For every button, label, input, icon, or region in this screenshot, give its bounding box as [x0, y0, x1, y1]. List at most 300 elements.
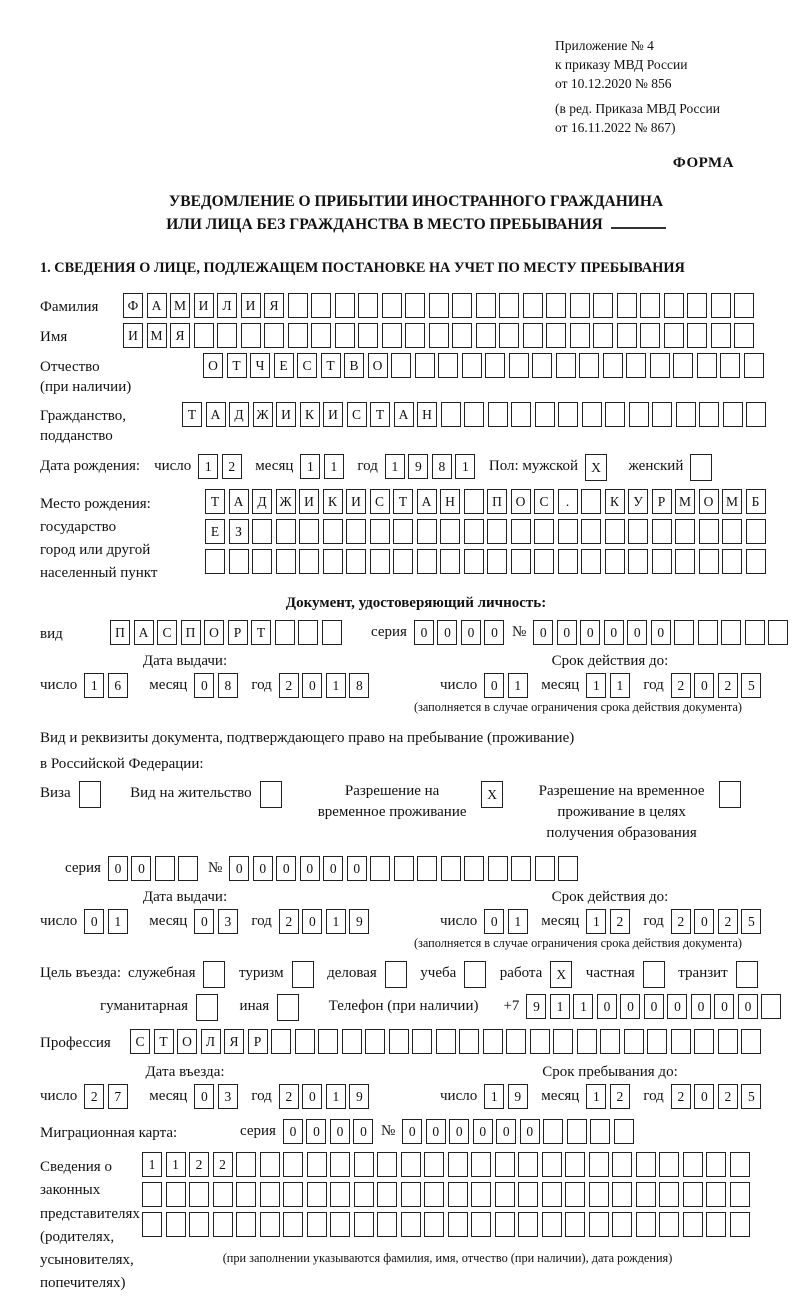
char-cell[interactable] [166, 1182, 186, 1207]
char-cell[interactable] [142, 1212, 162, 1237]
char-cell[interactable]: Е [205, 519, 225, 544]
char-cell[interactable]: 0 [302, 909, 322, 934]
char-cell[interactable] [499, 323, 519, 348]
char-cell[interactable] [393, 549, 413, 574]
char-cell[interactable]: 0 [414, 620, 434, 645]
char-cell[interactable]: 0 [694, 1084, 714, 1109]
char-cell[interactable] [722, 549, 742, 574]
char-cell[interactable]: 0 [496, 1119, 516, 1144]
char-cell[interactable] [299, 549, 319, 574]
char-cell[interactable]: У [628, 489, 648, 514]
char-cell[interactable]: 0 [323, 856, 343, 881]
char-cell[interactable]: 2 [671, 1084, 691, 1109]
char-cell[interactable] [600, 1029, 620, 1054]
char-cell[interactable] [511, 856, 531, 881]
char-cell[interactable]: Я [170, 323, 190, 348]
char-cell[interactable] [166, 1212, 186, 1237]
char-cell[interactable]: 1 [586, 909, 606, 934]
char-cell[interactable] [464, 402, 484, 427]
char-cell[interactable] [459, 1029, 479, 1054]
char-cell[interactable]: 0 [449, 1119, 469, 1144]
char-cell[interactable] [441, 402, 461, 427]
char-cell[interactable]: 0 [651, 620, 671, 645]
char-cell[interactable]: 0 [597, 994, 617, 1019]
char-cell[interactable] [652, 549, 672, 574]
char-cell[interactable] [330, 1212, 350, 1237]
checkbox[interactable] [79, 781, 101, 808]
char-cell[interactable]: 1 [484, 1084, 504, 1109]
char-cell[interactable] [330, 1182, 350, 1207]
char-cell[interactable]: 9 [526, 994, 546, 1019]
char-cell[interactable] [532, 353, 552, 378]
char-cell[interactable] [565, 1212, 585, 1237]
char-cell[interactable] [506, 1029, 526, 1054]
char-cell[interactable]: 6 [108, 673, 128, 698]
char-cell[interactable]: П [110, 620, 130, 645]
char-cell[interactable]: 0 [194, 673, 214, 698]
char-cell[interactable] [565, 1152, 585, 1177]
char-cell[interactable]: 0 [691, 994, 711, 1019]
char-cell[interactable] [589, 1152, 609, 1177]
char-cell[interactable]: И [194, 293, 214, 318]
char-cell[interactable] [683, 1182, 703, 1207]
char-cell[interactable] [412, 1029, 432, 1054]
char-cell[interactable] [534, 549, 554, 574]
char-cell[interactable] [440, 549, 460, 574]
char-cell[interactable] [236, 1212, 256, 1237]
char-cell[interactable]: 8 [432, 454, 452, 479]
char-cell[interactable] [518, 1182, 538, 1207]
char-cell[interactable]: Т [182, 402, 202, 427]
char-cell[interactable] [189, 1182, 209, 1207]
char-cell[interactable]: 2 [279, 909, 299, 934]
char-cell[interactable] [675, 519, 695, 544]
char-cell[interactable] [589, 1182, 609, 1207]
char-cell[interactable]: 0 [738, 994, 758, 1019]
char-cell[interactable] [271, 1029, 291, 1054]
char-cell[interactable]: А [134, 620, 154, 645]
char-cell[interactable] [424, 1152, 444, 1177]
char-cell[interactable] [283, 1212, 303, 1237]
char-cell[interactable] [699, 402, 719, 427]
checkbox[interactable] [260, 781, 282, 808]
char-cell[interactable] [260, 1212, 280, 1237]
char-cell[interactable]: 0 [484, 673, 504, 698]
char-cell[interactable]: М [147, 323, 167, 348]
char-cell[interactable]: 5 [741, 909, 761, 934]
char-cell[interactable] [741, 1029, 761, 1054]
char-cell[interactable] [629, 402, 649, 427]
char-cell[interactable] [483, 1029, 503, 1054]
char-cell[interactable]: 0 [306, 1119, 326, 1144]
char-cell[interactable] [370, 856, 390, 881]
char-cell[interactable]: 0 [461, 620, 481, 645]
char-cell[interactable]: 0 [644, 994, 664, 1019]
char-cell[interactable]: 2 [222, 454, 242, 479]
char-cell[interactable] [370, 519, 390, 544]
char-cell[interactable] [471, 1152, 491, 1177]
char-cell[interactable] [354, 1212, 374, 1237]
char-cell[interactable]: Т [321, 353, 341, 378]
char-cell[interactable]: 1 [166, 1152, 186, 1177]
char-cell[interactable] [417, 519, 437, 544]
char-cell[interactable]: 8 [349, 673, 369, 698]
char-cell[interactable] [441, 856, 461, 881]
char-cell[interactable] [335, 293, 355, 318]
char-cell[interactable] [558, 549, 578, 574]
char-cell[interactable] [694, 1029, 714, 1054]
char-cell[interactable] [311, 323, 331, 348]
char-cell[interactable]: 1 [573, 994, 593, 1019]
char-cell[interactable] [487, 519, 507, 544]
char-cell[interactable]: 0 [229, 856, 249, 881]
char-cell[interactable]: 0 [353, 1119, 373, 1144]
char-cell[interactable] [722, 519, 742, 544]
char-cell[interactable] [448, 1212, 468, 1237]
char-cell[interactable]: 1 [326, 1084, 346, 1109]
char-cell[interactable] [626, 353, 646, 378]
char-cell[interactable] [462, 353, 482, 378]
char-cell[interactable] [530, 1029, 550, 1054]
char-cell[interactable] [405, 293, 425, 318]
char-cell[interactable] [276, 549, 296, 574]
char-cell[interactable] [370, 549, 390, 574]
char-cell[interactable] [283, 1182, 303, 1207]
char-cell[interactable] [603, 353, 623, 378]
char-cell[interactable] [523, 323, 543, 348]
char-cell[interactable] [252, 549, 272, 574]
char-cell[interactable]: Т [205, 489, 225, 514]
char-cell[interactable] [358, 293, 378, 318]
char-cell[interactable] [391, 353, 411, 378]
char-cell[interactable]: О [511, 489, 531, 514]
char-cell[interactable]: А [417, 489, 437, 514]
char-cell[interactable]: 1 [326, 673, 346, 698]
char-cell[interactable] [734, 323, 754, 348]
char-cell[interactable] [275, 620, 295, 645]
char-cell[interactable] [217, 323, 237, 348]
char-cell[interactable]: 0 [283, 1119, 303, 1144]
char-cell[interactable] [358, 323, 378, 348]
char-cell[interactable] [382, 293, 402, 318]
char-cell[interactable]: 1 [300, 454, 320, 479]
char-cell[interactable]: 0 [437, 620, 457, 645]
char-cell[interactable]: Е [274, 353, 294, 378]
char-cell[interactable]: 0 [620, 994, 640, 1019]
char-cell[interactable] [647, 1029, 667, 1054]
char-cell[interactable]: 2 [279, 1084, 299, 1109]
char-cell[interactable]: П [181, 620, 201, 645]
char-cell[interactable] [495, 1152, 515, 1177]
char-cell[interactable]: 9 [408, 454, 428, 479]
char-cell[interactable]: 0 [302, 1084, 322, 1109]
char-cell[interactable]: И [323, 402, 343, 427]
char-cell[interactable]: 0 [194, 1084, 214, 1109]
char-cell[interactable] [593, 323, 613, 348]
char-cell[interactable] [761, 994, 781, 1019]
char-cell[interactable] [581, 519, 601, 544]
char-cell[interactable]: 0 [84, 909, 104, 934]
char-cell[interactable]: 0 [484, 620, 504, 645]
char-cell[interactable] [706, 1152, 726, 1177]
char-cell[interactable] [429, 293, 449, 318]
char-cell[interactable] [394, 856, 414, 881]
char-cell[interactable] [448, 1182, 468, 1207]
char-cell[interactable] [178, 856, 198, 881]
char-cell[interactable] [768, 620, 788, 645]
char-cell[interactable]: 1 [385, 454, 405, 479]
char-cell[interactable] [581, 489, 601, 514]
char-cell[interactable]: 0 [194, 909, 214, 934]
char-cell[interactable]: Ж [253, 402, 273, 427]
char-cell[interactable] [746, 549, 766, 574]
char-cell[interactable] [673, 353, 693, 378]
char-cell[interactable] [746, 402, 766, 427]
char-cell[interactable] [711, 323, 731, 348]
char-cell[interactable] [264, 323, 284, 348]
char-cell[interactable] [288, 323, 308, 348]
char-cell[interactable]: 0 [108, 856, 128, 881]
char-cell[interactable] [558, 519, 578, 544]
char-cell[interactable] [542, 1152, 562, 1177]
char-cell[interactable] [706, 1182, 726, 1207]
char-cell[interactable]: 0 [402, 1119, 422, 1144]
char-cell[interactable]: 9 [349, 1084, 369, 1109]
char-cell[interactable] [523, 293, 543, 318]
char-cell[interactable]: О [368, 353, 388, 378]
char-cell[interactable] [283, 1152, 303, 1177]
char-cell[interactable] [581, 549, 601, 574]
char-cell[interactable]: С [347, 402, 367, 427]
char-cell[interactable] [671, 1029, 691, 1054]
char-cell[interactable]: 8 [218, 673, 238, 698]
char-cell[interactable] [464, 489, 484, 514]
char-cell[interactable]: Б [746, 489, 766, 514]
char-cell[interactable] [499, 293, 519, 318]
char-cell[interactable] [511, 402, 531, 427]
char-cell[interactable] [335, 323, 355, 348]
char-cell[interactable] [509, 353, 529, 378]
char-cell[interactable] [605, 519, 625, 544]
char-cell[interactable] [675, 549, 695, 574]
char-cell[interactable]: 0 [300, 856, 320, 881]
char-cell[interactable] [674, 620, 694, 645]
char-cell[interactable]: 0 [131, 856, 151, 881]
char-cell[interactable]: 0 [580, 620, 600, 645]
char-cell[interactable] [617, 323, 637, 348]
char-cell[interactable] [342, 1029, 362, 1054]
checkbox[interactable] [719, 781, 741, 808]
char-cell[interactable] [612, 1152, 632, 1177]
char-cell[interactable] [659, 1152, 679, 1177]
char-cell[interactable] [617, 293, 637, 318]
char-cell[interactable] [746, 519, 766, 544]
char-cell[interactable] [417, 856, 437, 881]
char-cell[interactable] [664, 323, 684, 348]
char-cell[interactable]: . [558, 489, 578, 514]
char-cell[interactable] [389, 1029, 409, 1054]
char-cell[interactable] [485, 353, 505, 378]
char-cell[interactable] [652, 519, 672, 544]
char-cell[interactable] [699, 519, 719, 544]
char-cell[interactable]: 2 [610, 909, 630, 934]
char-cell[interactable]: 2 [279, 673, 299, 698]
char-cell[interactable]: И [299, 489, 319, 514]
char-cell[interactable]: С [370, 489, 390, 514]
char-cell[interactable] [640, 323, 660, 348]
char-cell[interactable]: Т [370, 402, 390, 427]
char-cell[interactable] [730, 1152, 750, 1177]
char-cell[interactable]: К [605, 489, 625, 514]
char-cell[interactable] [189, 1212, 209, 1237]
char-cell[interactable]: 1 [84, 673, 104, 698]
char-cell[interactable] [401, 1182, 421, 1207]
char-cell[interactable] [518, 1212, 538, 1237]
checkbox[interactable] [277, 994, 299, 1021]
char-cell[interactable] [311, 293, 331, 318]
char-cell[interactable]: Л [217, 293, 237, 318]
char-cell[interactable]: 2 [189, 1152, 209, 1177]
checkbox[interactable]: X [550, 961, 572, 988]
char-cell[interactable] [534, 519, 554, 544]
char-cell[interactable] [205, 549, 225, 574]
char-cell[interactable] [687, 293, 707, 318]
char-cell[interactable]: Р [248, 1029, 268, 1054]
char-cell[interactable]: 1 [508, 909, 528, 934]
char-cell[interactable] [744, 353, 764, 378]
char-cell[interactable] [471, 1182, 491, 1207]
checkbox[interactable] [736, 961, 758, 988]
char-cell[interactable]: Ф [123, 293, 143, 318]
char-cell[interactable] [318, 1029, 338, 1054]
char-cell[interactable] [718, 1029, 738, 1054]
char-cell[interactable] [565, 1182, 585, 1207]
char-cell[interactable] [142, 1182, 162, 1207]
char-cell[interactable]: 0 [714, 994, 734, 1019]
char-cell[interactable] [543, 1119, 563, 1144]
char-cell[interactable] [577, 1029, 597, 1054]
char-cell[interactable] [570, 323, 590, 348]
char-cell[interactable] [542, 1182, 562, 1207]
char-cell[interactable] [659, 1182, 679, 1207]
char-cell[interactable]: 0 [253, 856, 273, 881]
char-cell[interactable]: 0 [484, 909, 504, 934]
char-cell[interactable] [452, 293, 472, 318]
char-cell[interactable] [298, 620, 318, 645]
char-cell[interactable] [377, 1212, 397, 1237]
char-cell[interactable] [288, 293, 308, 318]
char-cell[interactable]: 0 [557, 620, 577, 645]
checkbox[interactable] [292, 961, 314, 988]
char-cell[interactable] [415, 353, 435, 378]
char-cell[interactable]: И [276, 402, 296, 427]
char-cell[interactable]: П [487, 489, 507, 514]
char-cell[interactable]: Д [252, 489, 272, 514]
char-cell[interactable] [579, 353, 599, 378]
char-cell[interactable] [698, 620, 718, 645]
char-cell[interactable]: Т [154, 1029, 174, 1054]
char-cell[interactable]: А [229, 489, 249, 514]
char-cell[interactable] [429, 323, 449, 348]
char-cell[interactable] [612, 1182, 632, 1207]
char-cell[interactable] [546, 293, 566, 318]
char-cell[interactable]: 2 [718, 673, 738, 698]
char-cell[interactable] [614, 1119, 634, 1144]
char-cell[interactable] [488, 856, 508, 881]
char-cell[interactable]: 0 [473, 1119, 493, 1144]
char-cell[interactable] [511, 549, 531, 574]
char-cell[interactable] [382, 323, 402, 348]
char-cell[interactable] [553, 1029, 573, 1054]
char-cell[interactable]: С [157, 620, 177, 645]
char-cell[interactable] [593, 293, 613, 318]
char-cell[interactable] [464, 856, 484, 881]
char-cell[interactable] [401, 1152, 421, 1177]
char-cell[interactable]: 0 [667, 994, 687, 1019]
char-cell[interactable]: К [300, 402, 320, 427]
char-cell[interactable]: 2 [671, 909, 691, 934]
char-cell[interactable] [745, 620, 765, 645]
char-cell[interactable]: С [534, 489, 554, 514]
char-cell[interactable]: З [229, 519, 249, 544]
char-cell[interactable] [582, 402, 602, 427]
char-cell[interactable]: 1 [198, 454, 218, 479]
char-cell[interactable]: Ж [276, 489, 296, 514]
char-cell[interactable] [295, 1029, 315, 1054]
char-cell[interactable] [236, 1182, 256, 1207]
char-cell[interactable]: 5 [741, 673, 761, 698]
char-cell[interactable] [676, 402, 696, 427]
char-cell[interactable]: Р [652, 489, 672, 514]
char-cell[interactable]: 1 [550, 994, 570, 1019]
char-cell[interactable] [323, 519, 343, 544]
char-cell[interactable] [464, 549, 484, 574]
char-cell[interactable] [711, 293, 731, 318]
char-cell[interactable] [628, 549, 648, 574]
char-cell[interactable]: 2 [610, 1084, 630, 1109]
char-cell[interactable] [511, 519, 531, 544]
char-cell[interactable] [659, 1212, 679, 1237]
checkbox[interactable] [690, 454, 712, 481]
char-cell[interactable]: 1 [455, 454, 475, 479]
checkbox[interactable] [385, 961, 407, 988]
char-cell[interactable]: М [170, 293, 190, 318]
char-cell[interactable] [440, 519, 460, 544]
char-cell[interactable]: И [241, 293, 261, 318]
char-cell[interactable]: И [123, 323, 143, 348]
char-cell[interactable] [438, 353, 458, 378]
char-cell[interactable]: В [344, 353, 364, 378]
char-cell[interactable] [330, 1152, 350, 1177]
char-cell[interactable] [495, 1182, 515, 1207]
char-cell[interactable] [558, 856, 578, 881]
char-cell[interactable] [650, 353, 670, 378]
char-cell[interactable] [546, 323, 566, 348]
char-cell[interactable] [612, 1212, 632, 1237]
char-cell[interactable] [518, 1152, 538, 1177]
char-cell[interactable] [448, 1152, 468, 1177]
char-cell[interactable] [377, 1182, 397, 1207]
char-cell[interactable]: К [323, 489, 343, 514]
char-cell[interactable] [570, 293, 590, 318]
char-cell[interactable]: 9 [349, 909, 369, 934]
char-cell[interactable] [589, 1212, 609, 1237]
char-cell[interactable]: А [394, 402, 414, 427]
char-cell[interactable]: 0 [604, 620, 624, 645]
char-cell[interactable] [605, 402, 625, 427]
char-cell[interactable] [664, 293, 684, 318]
char-cell[interactable] [417, 549, 437, 574]
